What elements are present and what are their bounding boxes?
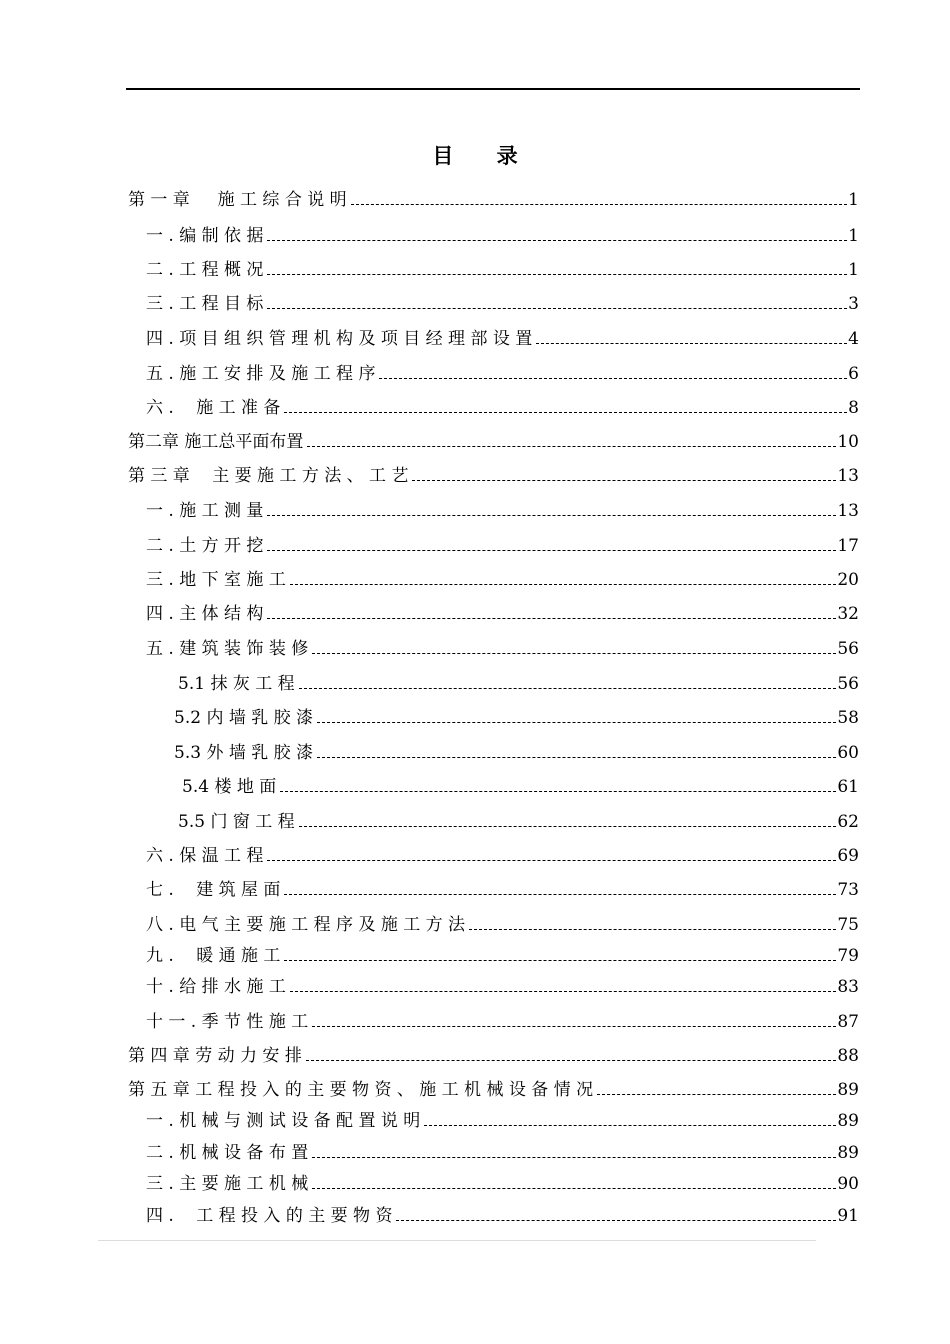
toc-leader: [351, 203, 848, 205]
toc-entry-page: 60: [837, 743, 859, 763]
toc-entry-label: 5.2 内 墙 乳 胶 漆: [174, 708, 314, 728]
toc-leader: [290, 583, 837, 585]
toc-entry[interactable]: [178, 672, 859, 694]
toc-entry-page: 13: [837, 501, 859, 521]
toc-entry[interactable]: [182, 775, 859, 797]
toc-entry-page: 91: [837, 1206, 859, 1226]
toc-entry[interactable]: [146, 844, 859, 866]
toc-leader: [536, 342, 847, 344]
toc-leader: [312, 652, 836, 654]
toc-entry[interactable]: [146, 1141, 859, 1163]
toc-entry-label: 二 . 工 程 概 况: [146, 260, 264, 280]
toc-entry[interactable]: [146, 944, 859, 966]
toc-entry-label: 八 . 电 气 主 要 施 工 程 序 及 施 工 方 法: [146, 915, 466, 935]
toc-entry-label: 5.5 门 窗 工 程: [178, 812, 295, 832]
toc-entry-page: 75: [837, 915, 859, 935]
toc-leader: [597, 1093, 836, 1095]
toc-leader: [307, 445, 836, 447]
toc-entry-page: 90: [837, 1174, 859, 1194]
toc-entry-page: 88: [837, 1046, 859, 1066]
toc-entry-page: 1: [848, 190, 859, 210]
toc-leader: [267, 514, 836, 516]
toc-entry[interactable]: [174, 741, 859, 763]
toc-leader: [312, 1156, 836, 1158]
toc-entry[interactable]: [146, 878, 859, 900]
toc-entry-label: 三 . 工 程 目 标: [146, 294, 264, 314]
toc-entry-label: 二 . 土 方 开 挖: [146, 536, 264, 556]
toc-entry-page: 61: [837, 777, 859, 797]
toc-entry-label: 第二章 施工总平面布置: [128, 432, 304, 452]
toc-entry-page: 87: [837, 1012, 859, 1032]
toc-entry-page: 89: [837, 1080, 859, 1100]
toc-entry-page: 20: [837, 570, 859, 590]
toc-entry[interactable]: [146, 568, 859, 590]
toc-leader: [317, 756, 836, 758]
toc-entry[interactable]: [178, 810, 859, 832]
toc-entry[interactable]: [128, 1044, 859, 1066]
toc-leader: [267, 617, 836, 619]
toc-entry[interactable]: [146, 327, 859, 349]
toc-entry[interactable]: [146, 1204, 859, 1226]
toc-entry-label: 四 . 工 程 投 入 的 主 要 物 资: [146, 1206, 393, 1226]
toc-entry-label: 六 . 施 工 准 备: [146, 398, 281, 418]
toc-entry-page: 13: [837, 466, 859, 486]
toc-entry-page: 56: [837, 639, 859, 659]
toc-entry[interactable]: [128, 430, 859, 452]
toc-entry-label: 三 . 地 下 室 施 工: [146, 570, 286, 590]
toc-entry-label: 四 . 项 目 组 织 管 理 机 构 及 项 目 经 理 部 设 置: [146, 329, 533, 349]
toc-entry-page: 6: [848, 364, 859, 384]
toc-entry-label: 一 . 机 械 与 测 试 设 备 配 置 说 明: [146, 1111, 421, 1131]
toc-entry-label: 十 一 . 季 节 性 施 工: [146, 1012, 309, 1032]
toc-entry-label: 5.1 抹 灰 工 程: [178, 674, 295, 694]
toc-leader: [284, 959, 836, 961]
toc-entry[interactable]: [146, 1172, 859, 1194]
toc-entry-page: 8: [848, 398, 859, 418]
toc-leader: [317, 721, 836, 723]
toc-entry-page: 4: [848, 329, 859, 349]
toc-entry[interactable]: [146, 362, 859, 384]
toc-entry-page: 89: [837, 1143, 859, 1163]
toc-entry[interactable]: [146, 499, 859, 521]
toc-entry-page: 73: [837, 880, 859, 900]
toc-entry[interactable]: [146, 258, 859, 280]
toc-entry[interactable]: [146, 1109, 859, 1131]
toc-leader: [299, 825, 837, 827]
footer-rule: [98, 1240, 816, 1241]
toc-leader: [267, 273, 847, 275]
toc-leader: [267, 307, 847, 309]
toc-entry-page: 32: [837, 604, 859, 624]
toc-entry[interactable]: [128, 464, 859, 486]
toc-entry-page: 1: [848, 226, 859, 246]
toc-leader: [267, 859, 836, 861]
toc-entry[interactable]: [174, 706, 859, 728]
toc-leader: [284, 893, 836, 895]
toc-entry-label: 5.3 外 墙 乳 胶 漆: [174, 743, 314, 763]
toc-leader: [412, 479, 836, 481]
toc-entry-page: 3: [848, 294, 859, 314]
toc-entry-label: 三 . 主 要 施 工 机 械: [146, 1174, 309, 1194]
toc-entry-label: 五 . 施 工 安 排 及 施 工 程 序: [146, 364, 376, 384]
toc-entry-page: 83: [837, 977, 859, 997]
toc-entry-label: 第 四 章 劳 动 力 安 排: [128, 1046, 302, 1066]
toc-entry-label: 七 . 建 筑 屋 面: [146, 880, 281, 900]
toc-title: 目 录: [432, 143, 536, 168]
toc-entry-label: 十 . 给 排 水 施 工: [146, 977, 286, 997]
toc-leader: [284, 411, 847, 413]
toc-entry-label: 六 . 保 温 工 程: [146, 846, 264, 866]
toc-leader: [312, 1187, 836, 1189]
toc-entry[interactable]: [146, 637, 859, 659]
toc-entry[interactable]: [146, 534, 859, 556]
toc-entry-label: 一 . 编 制 依 据: [146, 226, 264, 246]
toc-entry-page: 1: [848, 260, 859, 280]
toc-entry[interactable]: [146, 292, 859, 314]
toc-entry-label: 5.4 楼 地 面: [182, 777, 277, 797]
toc-entry[interactable]: [146, 396, 859, 418]
toc-leader: [290, 990, 837, 992]
toc-leader: [306, 1059, 837, 1061]
toc-leader: [312, 1025, 836, 1027]
toc-entry-label: 五 . 建 筑 装 饰 装 修: [146, 639, 309, 659]
toc-entry-label: 第 五 章 工 程 投 入 的 主 要 物 资 、 施 工 机 械 设 备 情 况: [128, 1080, 594, 1100]
toc-leader: [299, 687, 837, 689]
toc-leader: [396, 1219, 836, 1221]
toc-entry[interactable]: [146, 224, 859, 246]
toc-entry[interactable]: [128, 188, 859, 210]
toc-entry-label: 二 . 机 械 设 备 布 置: [146, 1143, 309, 1163]
toc-entry-page: 17: [837, 536, 859, 556]
toc-entry[interactable]: [128, 1078, 859, 1100]
toc-entry-label: 一 . 施 工 测 量: [146, 501, 264, 521]
toc-entry[interactable]: [146, 1010, 859, 1032]
toc-entry-label: 九 . 暖 通 施 工: [146, 946, 281, 966]
toc-entry-page: 89: [837, 1111, 859, 1131]
toc-leader: [267, 549, 836, 551]
toc-leader: [469, 928, 836, 930]
toc-entry[interactable]: [146, 975, 859, 997]
toc-entry-label: 四 . 主 体 结 构: [146, 604, 264, 624]
toc-leader: [424, 1124, 836, 1126]
toc-leader: [379, 377, 847, 379]
toc-entry-page: 10: [837, 432, 859, 452]
toc-leader: [267, 239, 847, 241]
toc-entry-page: 58: [837, 708, 859, 728]
toc-entry[interactable]: [146, 602, 859, 624]
toc-entry-label: 第 一 章 施 工 综 合 说 明: [128, 190, 347, 210]
toc-entry-label: 第 三 章 主 要 施 工 方 法 、 工 艺: [128, 466, 409, 486]
toc-entry[interactable]: [146, 913, 859, 935]
toc-entry-page: 69: [837, 846, 859, 866]
toc-entry-page: 62: [837, 812, 859, 832]
toc-entry-page: 79: [837, 946, 859, 966]
toc-leader: [280, 790, 836, 792]
toc-entry-page: 56: [837, 674, 859, 694]
